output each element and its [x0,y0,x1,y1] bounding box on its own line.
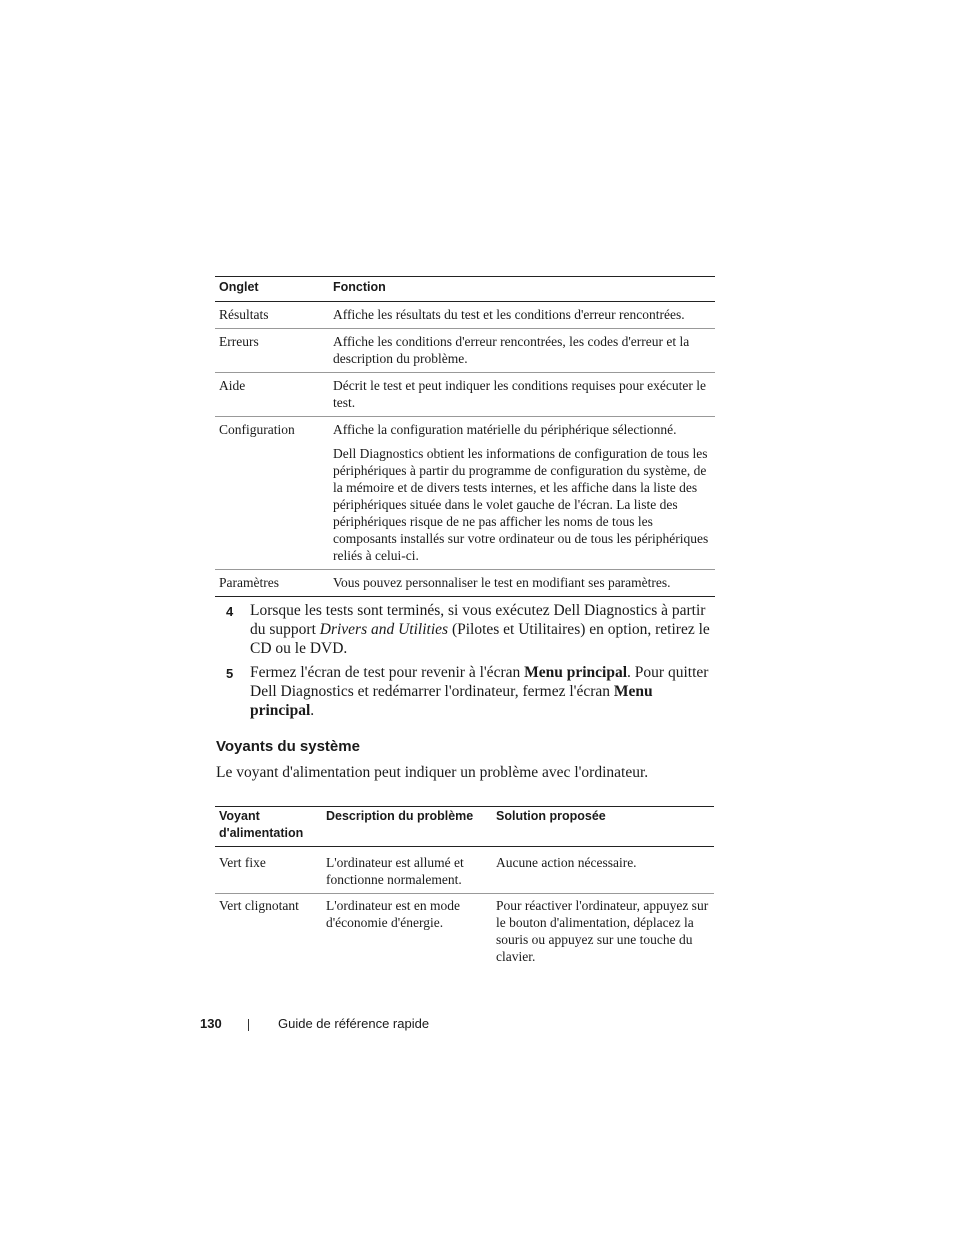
tab-name-cell: Aide [215,373,329,417]
step-text-part: Fermez l'écran de test pour revenir à l'écran [250,664,525,681]
function-text: Affiche les conditions d'erreur rencontrées, les codes d'erreur et la description du problème. [333,334,690,366]
function-text: Dell Diagnostics obtient les informations de configuration de tous les périphériques à partir du programme de configuration du système, de la mémoire et de divers tests internes, et les affiche dans la liste des périphériques située dans le volet gauche de l'écran. La liste des périphériques risque de ne pas afficher les noms de tous les composants installés sur votre ordinateur ou de tous les périphériques reliés à celui-ci. [333,446,709,563]
table-row [215,894,714,971]
tab-function-cell [329,570,715,597]
section-heading: Voyants du système [216,738,360,755]
power-lights-table [215,806,714,970]
table-header-row [215,807,714,847]
column-header-solution: Solution proposée [492,807,714,847]
step-text-italic: Drivers and Utilities [319,621,449,638]
tab-function-cell [329,373,715,417]
step-text-part: . [310,702,315,719]
table-row [215,847,714,894]
function-text: Vous pouvez personnaliser le test en modifiant ses paramètres. [333,575,671,590]
step-text-bold: Menu principal [250,683,653,719]
step-4 [226,601,716,658]
table-header-row [215,277,715,302]
table-row [215,329,715,373]
light-cell: Vert fixe [215,847,322,894]
column-header-description: Description du problème [322,807,492,847]
step-number: 4 [226,604,234,619]
function-text: Décrit le test et peut indiquer les conditions requises pour exécuter le test. [333,378,707,410]
footer-divider [248,1019,249,1031]
column-header-onglet: Onglet [215,277,329,302]
step-text-part: (Pilotes et Utilitaires) en option, retirez le CD ou le DVD. [250,621,710,657]
step-text-part: Lorsque les tests sont terminés, si vous exécutez Dell Diagnostics à partir du support [250,602,706,638]
table-row [215,417,715,570]
table-row [215,302,715,329]
table-row [215,373,715,417]
tab-function-cell [329,417,715,570]
description-cell: L'ordinateur est allumé et fonctionne normalement. [322,847,492,894]
tab-name-cell: Erreurs [215,329,329,373]
column-header-fonction: Fonction [329,277,715,302]
step-text-bold: Menu principal [524,664,628,681]
step-text [250,601,716,658]
light-cell: Vert clignotant [219,898,299,913]
function-text: Affiche la configuration matérielle du périphérique sélectionné. [333,422,677,437]
step-5 [226,663,716,720]
tab-name-cell: Configuration [215,417,329,570]
step-text [250,663,716,720]
step-text-part: . Pour quitter Dell Diagnostics et redémarrer l'ordinateur, fermez l'écran [250,664,709,700]
solution-cell: Pour réactiver l'ordinateur, appuyez sur le bouton d'alimentation, déplacez la souris ou appuyez sur une touche du clavier. [496,898,709,964]
footer-title: Guide de référence rapide [278,1016,430,1031]
tab-name-cell: Résultats [215,302,329,329]
column-header-voyant: Voyant d'alimentation [215,807,322,847]
description-cell: L'ordinateur est en mode d'économie d'énergie. [326,898,461,930]
tab-name-cell: Paramètres [215,570,329,597]
tab-function-cell [329,302,715,329]
solution-cell: Aucune action nécessaire. [492,847,714,894]
section-intro: Le voyant d'alimentation peut indiquer un problème avec l'ordinateur. [216,764,649,781]
page-number: 130 [200,1016,222,1031]
function-text: Affiche les résultats du test et les conditions d'erreur rencontrées. [333,307,685,322]
step-number: 5 [226,666,234,681]
tab-function-cell [329,329,715,373]
tabs-table [215,276,715,597]
table-row [215,570,715,597]
